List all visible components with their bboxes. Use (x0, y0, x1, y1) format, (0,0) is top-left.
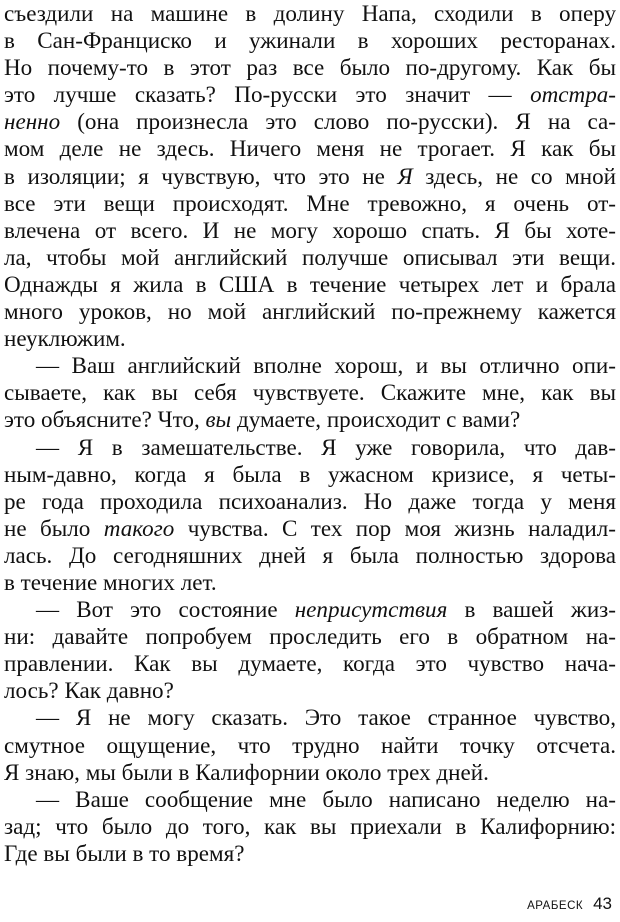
text-segment: в изоляции; я чувствую, что это не (4, 162, 398, 189)
text-line (4, 569, 616, 596)
text-segment: съездили на машине в долину Напа, сходили в оперу (4, 0, 616, 26)
text-segment: Однажды я жила в США в течение четырех лет и брала (4, 270, 616, 297)
text-line (4, 488, 616, 515)
text-segment: смутное ощущение, что трудно найти точку отсчета. (4, 731, 616, 758)
text-segment: зад; что было до того, как вы приехали в Калифорнию: (4, 812, 616, 839)
text-segment: думаете, происходит с вами? (231, 406, 521, 433)
text-segment: это объясните? Что, (4, 406, 206, 433)
text-segment: — Ваш английский вполне хорош, и вы отлично опи- (36, 352, 616, 379)
italic-text: Я (397, 162, 413, 189)
text-line (4, 515, 616, 542)
text-segment: ре года проходила психоанализ. Но даже тогда у меня (4, 487, 616, 514)
text-segment: лось? Как давно? (4, 677, 174, 704)
text-segment: в Сан-Франциско и ужинали в хороших ресторанах. (4, 27, 616, 54)
text-segment: — Ваше сообщение мне было написано неделю на- (36, 785, 616, 812)
running-footer-label: АРАБЕСК (527, 900, 584, 912)
text-line (4, 813, 616, 840)
text-segment: в вашей жиз- (447, 596, 616, 623)
text-segment: ни: давайте попробуем проследить его в обратном на- (4, 623, 616, 650)
italic-text: такого (103, 514, 175, 541)
text-segment: — Вот это состояние (36, 596, 295, 623)
page-footer (527, 894, 612, 916)
text-segment: много уроков, но мой английский по-прежнему кажется (4, 298, 616, 325)
text-line (4, 759, 616, 786)
text-segment: чувства. С тех пор моя жизнь наладил- (174, 514, 616, 541)
text-line (4, 840, 616, 867)
text-segment: — Я в замешательстве. Я уже говорила, что дав- (36, 433, 616, 460)
text-line (4, 379, 616, 406)
text-line (4, 0, 616, 27)
page-number: 43 (593, 894, 612, 913)
text-segment: Но почему-то в этот раз все было по-другому. Как бы (4, 54, 616, 81)
text-segment: все эти вещи происходят. Мне тревожно, я очень от- (4, 189, 616, 216)
text-segment: сываете, как вы себя чувствуете. Скажите мне, как вы (4, 379, 616, 406)
text-line (4, 108, 616, 135)
text-segment: не было (4, 514, 104, 541)
text-line (4, 461, 616, 488)
text-line (4, 650, 616, 677)
text-segment: влечена от всего. И не могу хорошо спать. Я бы хоте- (4, 216, 616, 243)
text-segment: ла, чтобы мой английский получше описывал эти вещи. (4, 243, 616, 270)
text-line (4, 271, 616, 298)
text-segment: — Я не могу сказать. Это такое странное чувство, (36, 704, 616, 731)
text-line (4, 352, 616, 379)
text-segment: Я знаю, мы были в Калифорнии около трех дней. (4, 758, 489, 785)
italic-text: ненно (4, 108, 61, 135)
text-segment: это лучше сказать? По-русски это значит — (4, 81, 531, 108)
text-line (4, 732, 616, 759)
text-line (4, 623, 616, 650)
text-line (4, 596, 616, 623)
text-line (4, 54, 616, 81)
text-segment: здесь, не со мной (412, 162, 617, 189)
text-line (4, 786, 616, 813)
text-segment: ным-давно, когда я была в ужасном кризисе, я четы- (4, 460, 616, 487)
text-line (4, 27, 616, 54)
text-line (4, 298, 616, 325)
text-line (4, 677, 616, 704)
body-text (4, 0, 616, 867)
text-segment: в течение многих лет. (4, 568, 217, 595)
text-segment: неуклюжим. (4, 325, 126, 352)
italic-text: вы (205, 406, 232, 433)
text-line (4, 406, 616, 433)
text-segment: (она произнесла это слово по-русски). Я на са- (60, 108, 616, 135)
text-line (4, 434, 616, 461)
text-line (4, 704, 616, 731)
text-line (4, 542, 616, 569)
italic-text: неприсутствия (294, 596, 448, 623)
italic-text: отстра- (530, 81, 616, 108)
text-line (4, 190, 616, 217)
text-line (4, 217, 616, 244)
text-line (4, 135, 616, 162)
text-line (4, 325, 616, 352)
text-segment: Где вы были в то время? (4, 839, 245, 866)
text-segment: правлении. Как вы думаете, когда это чувство нача- (4, 650, 616, 677)
text-segment: мом деле не здесь. Ничего меня не трогает. Я как бы (4, 135, 616, 162)
text-segment: лась. До сегодняшних дней я была полностью здорова (4, 541, 616, 568)
text-line (4, 163, 616, 190)
text-line (4, 244, 616, 271)
text-line (4, 81, 616, 108)
